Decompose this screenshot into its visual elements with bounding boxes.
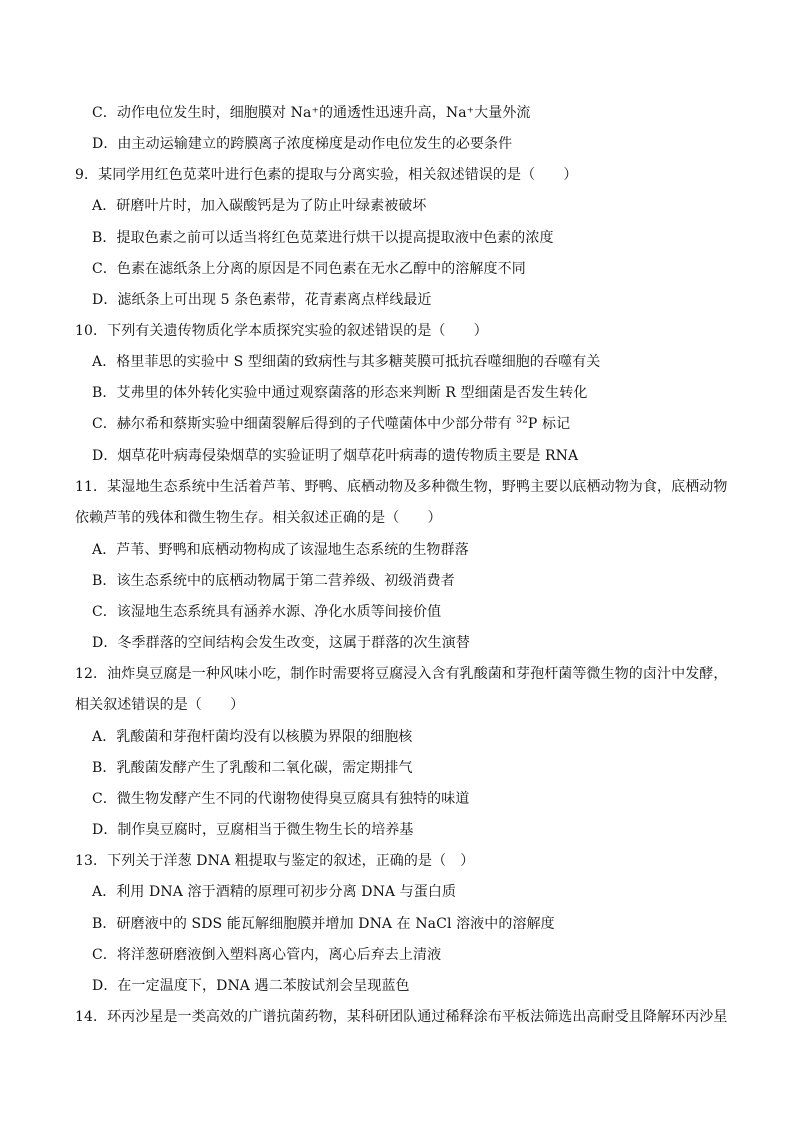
q10-stem: 10．下列有关遗传物质化学本质探究实验的叙述错误的是（ ） bbox=[75, 323, 488, 339]
q9-option-c: C．色素在滤纸条上分离的原因是不同色素在无水乙醇中的溶解度不同 bbox=[92, 261, 526, 277]
q9-option-a: A．研磨叶片时，加入碳酸钙是为了防止叶绿素被破坏 bbox=[92, 198, 427, 214]
q14-stem: 14．环丙沙星是一类高效的广谱抗菌药物，某科研团队通过稀释涂布平板法筛选出高耐受且降解环丙沙星 bbox=[75, 1009, 728, 1025]
q12-stem: 12．油炸臭豆腐是一种风味小吃，制作时需要将豆腐浸入含有乳酸菌和芽孢杆菌等微生物的卤汁中发酵， bbox=[75, 666, 728, 682]
q10-option-d: D．烟草花叶病毒侵染烟草的实验证明了烟草花叶病毒的遗传物质主要是 RNA bbox=[92, 448, 579, 464]
q9-stem: 9．某同学用红色苋菜叶进行色素的提取与分离实验，相关叙述错误的是（ ） bbox=[75, 167, 578, 183]
q10-option-a: A．格里菲思的实验中 S 型细菌的致病性与其多糖荚膜可抵抗吞噬细胞的吞噬有关 bbox=[92, 354, 601, 370]
q12-option-c: C．微生物发酵产生不同的代谢物使得臭豆腐具有独特的味道 bbox=[92, 791, 470, 807]
q9-option-d: D．滤纸条上可出现 5 条色素带，花青素离点样线最近 bbox=[92, 292, 432, 308]
q8-option-c: C．动作电位发生时，细胞膜对 Na⁺的通透性迅速升高，Na⁺大量外流 bbox=[92, 105, 531, 121]
q11-option-a: A．芦苇、野鸭和底栖动物构成了该湿地生态系统的生物群落 bbox=[92, 542, 469, 558]
q11-option-b: B．该生态系统中的底栖动物属于第二营养级、初级消费者 bbox=[92, 573, 455, 589]
q13-option-d: D．在一定温度下，DNA 遇二苯胺试剂会呈现蓝色 bbox=[92, 978, 410, 994]
q10-option-c bbox=[92, 414, 570, 434]
q11-option-c: C．该湿地生态系统具有涵养水源、净化水质等间接价值 bbox=[92, 604, 442, 620]
q13-option-b: B．研磨液中的 SDS 能瓦解细胞膜并增加 DNA 在 NaCl 溶液中的溶解度 bbox=[92, 916, 555, 932]
q8-option-d: D．由主动运输建立的跨膜离子浓度梯度是动作电位发生的必要条件 bbox=[92, 136, 513, 152]
q10-option-c-tail: P 标记 bbox=[527, 416, 571, 432]
q11-stem: 11．某湿地生态系统中生活着芦苇、野鸭、底栖动物及多种微生物，野鸭主要以底栖动物为食，底栖动物 bbox=[75, 479, 728, 495]
q11-stem-cont: 依赖芦苇的残体和微生物生存。相关叙述正确的是（ ） bbox=[75, 510, 442, 526]
q12-stem-cont: 相关叙述错误的是（ ） bbox=[75, 697, 245, 713]
q11-option-d: D．冬季群落的空间结构会发生改变，这属于群落的次生演替 bbox=[92, 635, 470, 651]
q12-option-a: A．乳酸菌和芽孢杆菌均没有以核膜为界限的细胞核 bbox=[92, 729, 413, 745]
q13-stem: 13．下列关于洋葱 DNA 粗提取与鉴定的叙述，正确的是（ ） bbox=[75, 853, 475, 869]
q10-option-b: B．艾弗里的体外转化实验中通过观察菌落的形态来判断 R 型细菌是否发生转化 bbox=[92, 385, 588, 401]
q13-option-c: C．将洋葱研磨液倒入塑料离心管内，离心后弃去上清液 bbox=[92, 947, 442, 963]
q10-option-c-text: C．赫尔希和蔡斯实验中细菌裂解后得到的子代噬菌体中少部分带有 bbox=[92, 416, 517, 432]
q13-option-a: A．利用 DNA 溶于酒精的原理可初步分离 DNA 与蛋白质 bbox=[92, 884, 457, 900]
q12-option-b: B．乳酸菌发酵产生了乳酸和二氧化碳，需定期排气 bbox=[92, 760, 413, 776]
q9-option-b: B．提取色素之前可以适当将红色苋菜进行烘干以提高提取液中色素的浓度 bbox=[92, 230, 554, 246]
isotope-superscript: 32 bbox=[516, 415, 528, 426]
q12-option-d: D．制作臭豆腐时，豆腐相当于微生物生长的培养基 bbox=[92, 822, 414, 838]
